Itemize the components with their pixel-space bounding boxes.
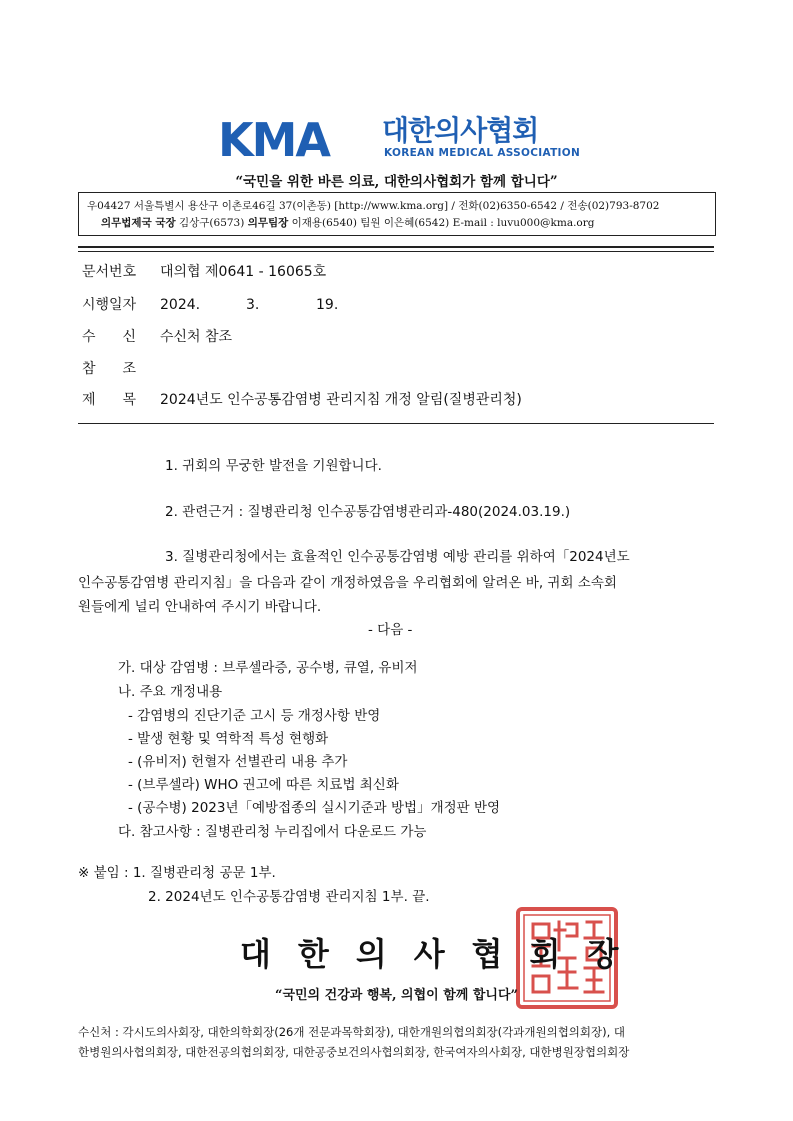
list-item: 가. 대상 감염병 : 브루셀라증, 공수병, 큐열, 유비저 [118, 660, 418, 676]
sub-list-item: - 감염병의 진단기준 고시 등 개정사항 반영 [128, 708, 381, 724]
contact-label-team-lead: 의무팀장 [247, 217, 289, 229]
reference-row [82, 360, 164, 378]
contact-team-info: 이재용(6540) 팀원 이은혜(6542) E-mail : luvu000@kma.org [288, 217, 595, 229]
doc-number-row [82, 263, 326, 281]
doc-number-label: 문서번호 [82, 264, 137, 280]
divider [78, 423, 714, 424]
address-box [78, 192, 716, 236]
sub-list-item: - (유비저) 헌혈자 선별관리 내용 추가 [128, 754, 348, 770]
date-label: 시행일자 [82, 297, 137, 313]
paragraph-3-line-2: 인수공통감염병 관리지침」을 다음과 같이 개정하였음을 우리협회에 알려온 바, 귀회 소속회 [78, 575, 617, 591]
reference-label: 참조 [82, 361, 164, 377]
logo-org-name-en: KOREAN MEDICAL ASSOCIATION [384, 147, 581, 159]
date-row [82, 296, 338, 314]
next-heading: - 다음 - [368, 622, 413, 638]
contact-label-director: 의무법제국 국장 [101, 217, 176, 229]
list-item: 나. 주요 개정내용 [118, 684, 223, 700]
recipients-line-2: 한병원의사협의회장, 대한전공의협의회장, 대한공중보건의사협의회장, 한국여자의사회장, 대한병원장협의회장 [78, 1045, 630, 1059]
issuer-signature: 대한의사협회장 [240, 935, 646, 973]
logo-org-name-kr: 대한의사협회 [382, 114, 539, 147]
subject-value: 2024년도 인수공통감염병 관리지침 개정 알림(질병관리청) [160, 392, 522, 408]
logo-mark: KMA [218, 113, 330, 167]
sub-list-item: - (공수병) 2023년「예방접종의 실시기준과 방법」개정판 반영 [128, 800, 501, 816]
date-month: 3. [246, 297, 260, 313]
footer-slogan: “국민의 건강과 행복, 의협이 함께 합니다” [274, 988, 519, 1003]
recipients-line-1: 수신처 : 각시도의사회장, 대한의학회장(26개 전문과목학회장), 대한개원의협의회장(각과개원의협의회장), 대 [78, 1025, 626, 1039]
subject-row [82, 391, 522, 409]
date-year: 2024. [160, 297, 201, 313]
list-item: 다. 참고사항 : 질병관리청 누리집에서 다운로드 가능 [118, 824, 427, 840]
sub-list-item: - 발생 현황 및 역학적 특성 현행화 [128, 731, 329, 747]
contact-director-name: 김상구(6573) [175, 217, 248, 229]
paragraph-3-line-1: 3. 질병관리청에서는 효율적인 인수공통감염병 예방 관리를 위하여「2024년도 [165, 549, 630, 565]
paragraph-3-line-3: 원들에게 널리 안내하여 주시기 바랍니다. [78, 599, 322, 615]
recipient-row [82, 328, 232, 346]
doc-number-value: 대의협 제0641 - 16065호 [160, 264, 327, 280]
address-line: 우04427 서울특별시 용산구 이촌로46길 37(이촌동) [http://www.kma.org] / 전화(02)6350-6542 / 전송(02)793-8702 [87, 200, 660, 212]
attachment-2: 2. 2024년도 인수공통감염병 관리지침 1부. 끝. [148, 889, 430, 905]
divider [78, 251, 714, 252]
divider [78, 246, 714, 248]
recipient-value: 수신처 참조 [160, 329, 233, 345]
paragraph-1: 1. 귀회의 무궁한 발전을 기원합니다. [165, 458, 382, 474]
attachment-1: ※ 붙임 : 1. 질병관리청 공문 1부. [78, 865, 276, 881]
contact-line [101, 215, 594, 230]
sub-list-item: - (브루셀라) WHO 권고에 따른 치료법 최신화 [128, 777, 399, 793]
paragraph-2: 2. 관련근거 : 질병관리청 인수공통감염병관리과-480(2024.03.19.) [165, 504, 571, 520]
date-day: 19. [316, 297, 339, 313]
subject-label: 제목 [82, 392, 164, 408]
kma-logo [218, 113, 581, 167]
header-slogan: “국민을 위한 바른 의료, 대한의사협회가 함께 합니다” [235, 174, 558, 190]
recipient-label: 수신 [82, 329, 164, 345]
